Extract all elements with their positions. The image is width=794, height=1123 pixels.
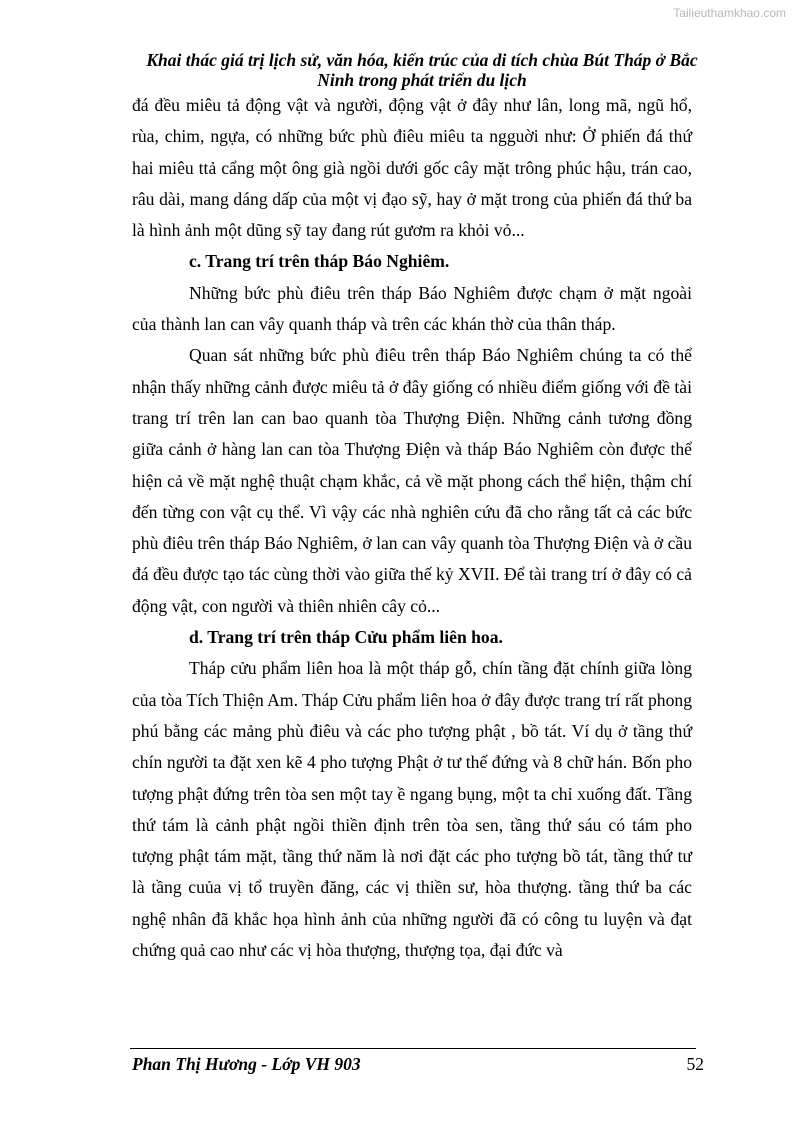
section-heading-c: c. Trang trí trên tháp Báo Nghiêm. (189, 251, 450, 272)
paragraph: đá đều miêu tả động vật và người, động vật ở đây như lân, long mã, ngũ hổ, rùa, chim, ngựa, có những bức phù điêu miêu ta ngguời như: Ở phiến đá thứ hai miêu ttả cẩng một ông già ngồi dưới gốc cây mặt trông phúc hậu, trán cao, râu dài, mang dáng dấp của một vị đạo sỹ, hay ở mặt trong của phiến đá thứ ba là hình ảnh một dũng sỹ tay đang rút gươm ra khỏi vỏ... (132, 95, 692, 241)
section-heading-d: d. Trang trí trên tháp Cửu phẩm liên hoa. (189, 627, 503, 648)
page-body (132, 90, 692, 966)
page-number: 52 (686, 1054, 704, 1074)
paragraph: Những bức phù điêu trên tháp Báo Nghiêm được chạm ở mặt ngoài của thành lan can vây quanh tháp và trên các khán thờ của thân tháp. (132, 282, 692, 335)
page-header-title: Khai thác giá trị lịch sử, văn hóa, kiến trúc của di tích chùa Bút Tháp ở Bắc Ninh trong phát triển du lịch (146, 50, 698, 90)
footer-divider (130, 1048, 696, 1049)
paragraph: Quan sát những bức phù điêu trên tháp Báo Nghiêm chúng ta có thể nhận thấy những cảnh được miêu tả ở đây giống có nhiều điểm giống với đề tài trang trí trên lan can bao quanh tòa Thượng Điện. Những cảnh tương đồng giữa cảnh ở hàng lan can tòa Thượng Điện và tháp Báo Nghiêm còn được thể hiện cả về mặt nghệ thuật chạm khắc, cả về mặt phong cách thể hiện, thậm chí đến từng con vật cụ thể. Vì vậy các nhà nghiên cứu đã cho rằng tất cả các bức phù điêu trên tháp Báo Nghiêm, ở lan can vây quanh tòa Thượng Điện và ở cầu đá đều được tạo tác cùng thời vào giữa thế kỷ XVII. Để tài trang trí ở đây có cả động vật, con người và thiên nhiên cây cỏ... (132, 345, 692, 616)
footer-author: Phan Thị Hương - Lớp VH 903 (132, 1054, 361, 1074)
watermark: Tailieuthamkhao.com (673, 6, 786, 20)
paragraph: Tháp cửu phẩm liên hoa là một tháp gỗ, chín tầng đặt chính giữa lòng của tòa Tích Thiện Am. Tháp Cửu phẩm liên hoa ở đây được trang trí rất phong phú bằng các mảng phù điêu và các pho tượng phật , bồ tát. Ví dụ ở tầng thứ chín người ta đặt xen kẽ 4 pho tượng Phật ở tư thế đứng và 8 chữ hán. Bốn pho tượng phật đứng trên tòa sen một tay ề ngang bụng, một ta chỉ xuống đất. Tầng thứ tám là cảnh phật ngồi thiền định trên tòa sen, tầng thứ sáu có tám pho tượng phật tám mặt, tầng thứ năm là nơi đặt các pho tượng bồ tát, tầng thứ tư là tầng cuủa vị tổ truyền đăng, các vị thiền sư, hòa thượng. tầng thứ ba các nghệ nhân đã khắc họa hình ảnh của những người đã có công tu luyện và đạt chứng quả cao như các vị hòa thượng, thượng tọa, đại đức và (132, 658, 692, 961)
